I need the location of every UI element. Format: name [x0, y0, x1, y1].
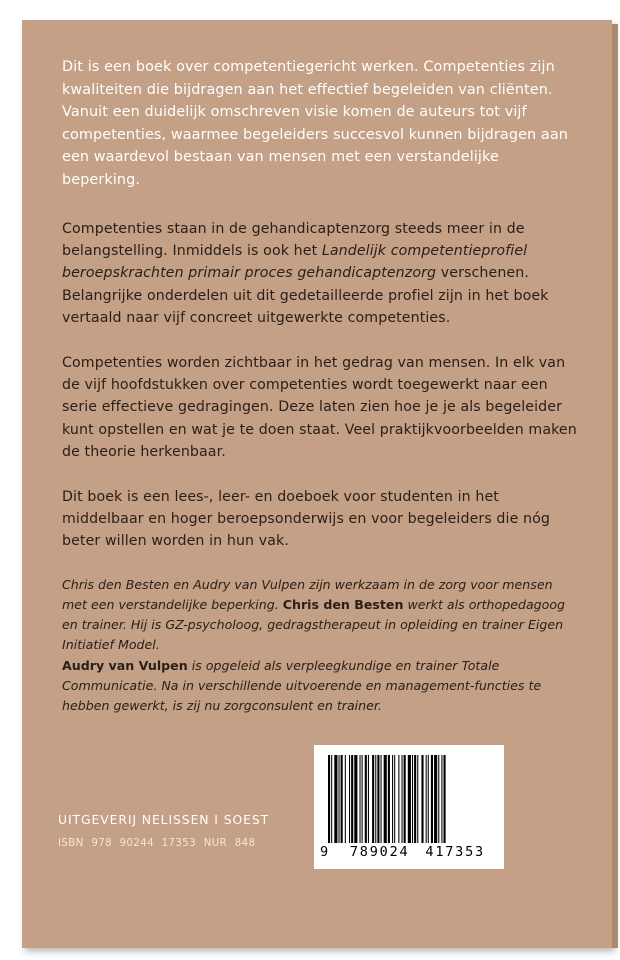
barcode-bar: [381, 755, 382, 843]
barcode-bar: [441, 755, 442, 843]
author-name-2: Audry van Vulpen: [62, 657, 188, 673]
barcode-bar: [334, 755, 337, 843]
barcode-label: [314, 745, 504, 869]
barcode-icon: [326, 755, 494, 847]
barcode-bar: [377, 755, 379, 843]
barcode-bar: [431, 755, 433, 843]
barcode-bar: [417, 755, 418, 843]
paragraph-doeboek: Dit boek is een lees-, leer- en doeboek voor studenten in het middelbaar en hoger beroepsonderwijs en voor begeleiders die nóg beter willen worden in hun vak.: [62, 488, 550, 550]
cover-text: [62, 56, 580, 716]
barcode-number: [320, 844, 504, 860]
barcode-bar: [394, 755, 395, 843]
author-bio-intro: Chris den Besten en Audry van Vulpen zijn werkzaam in de zorg voor mensen met een verstandelijke beperking.: [62, 576, 553, 613]
barcode-bar: [444, 755, 446, 843]
barcode-bar: [331, 755, 332, 843]
barcode-bar: [349, 755, 350, 843]
barcode-bar: [362, 755, 363, 843]
barcode-bar: [328, 755, 330, 843]
barcode-bar: [339, 755, 340, 843]
author-bio: [62, 575, 580, 716]
barcode-bar: [345, 755, 346, 843]
author-bio-2: is opgeleid als verpleegkundige en trainer Totale Communicatie. Na in verschillende uitvoerende en management-functies te hebben gewerkt, is zij nu zorgconsulent en trainer.: [62, 657, 542, 714]
paragraph-2-end: verschenen. Belangrijke onderdelen uit dit gedetailleerde profiel zijn in het boek vertaald naar vijf concreet uitgewerkte competenties.: [62, 265, 549, 327]
barcode-bar: [414, 755, 416, 843]
barcode-bar: [408, 755, 411, 843]
paragraph-gedrag: Competenties worden zichtbaar in het gedrag van mensen. In elk van de vijf hoofdstukken over competenties wordt toegewerkt naar een serie effectieve gedragingen. Deze laten zien hoe je je als begeleider kunt opstellen en wat je te doen staat. Veel praktijkvoorbeelden maken de theorie herkenbaar.: [62, 354, 577, 461]
barcode-bar: [434, 755, 437, 843]
barcode-bar: [384, 755, 387, 843]
barcode-bar: [438, 755, 439, 843]
barcode-bar: [426, 755, 427, 843]
barcode-bar: [372, 755, 374, 843]
barcode-bar: [351, 755, 353, 843]
barcode-bar: [365, 755, 367, 843]
intro-paragraph: Dit is een boek over competentiegericht werken. Competenties zijn kwaliteiten die bijdragen aan het effectief begeleiden van cliënten. Vanuit een duidelijk omschreven visie komen de auteurs tot vijf competenties, waarmee begeleiders succesvol kunnen bijdragen aan een waardevol bestaan van mensen met een verstandelijke beperking.: [62, 59, 568, 188]
barcode-bar: [421, 755, 423, 843]
barcode-bar: [368, 755, 369, 843]
publisher-name: UITGEVERIJ NELISSEN I SOEST: [58, 812, 270, 827]
isbn-nur: ISBN 978 90244 17353 NUR 848: [58, 838, 256, 849]
barcode-bar: [392, 755, 393, 843]
paragraph-belangstelling: [62, 218, 580, 330]
barcode-bar: [360, 755, 361, 843]
barcode-bar: [402, 755, 403, 843]
barcode-bar: [412, 755, 413, 843]
barcode-first-digit: 9: [320, 844, 330, 860]
barcode-group-1: 789024: [349, 844, 410, 860]
barcode-group-2: 417353: [425, 844, 485, 860]
profile-title: Landelijk competentieprofiel beroepskrachten primair proces gehandicaptenzorg: [62, 242, 528, 282]
barcode-bar: [428, 755, 429, 843]
barcode-bar: [375, 755, 376, 843]
author-name-1: Chris den Besten: [282, 597, 404, 613]
paragraph-2-start: Competenties staan in de gehandicaptenzorg steeds meer in de belangstelling. Inmiddels is ook het: [62, 220, 525, 259]
barcode-bar: [404, 755, 406, 843]
author-bio-1: werkt als orthopedagoog en trainer. Hij is GZ-psycholoog, gedragstherapeut in opleiding en trainer Eigen Initiatief Model.: [62, 597, 566, 653]
barcode-bar: [398, 755, 399, 843]
barcode-bar: [354, 755, 357, 843]
barcode-bar: [388, 755, 390, 843]
barcode-bar: [341, 755, 343, 843]
